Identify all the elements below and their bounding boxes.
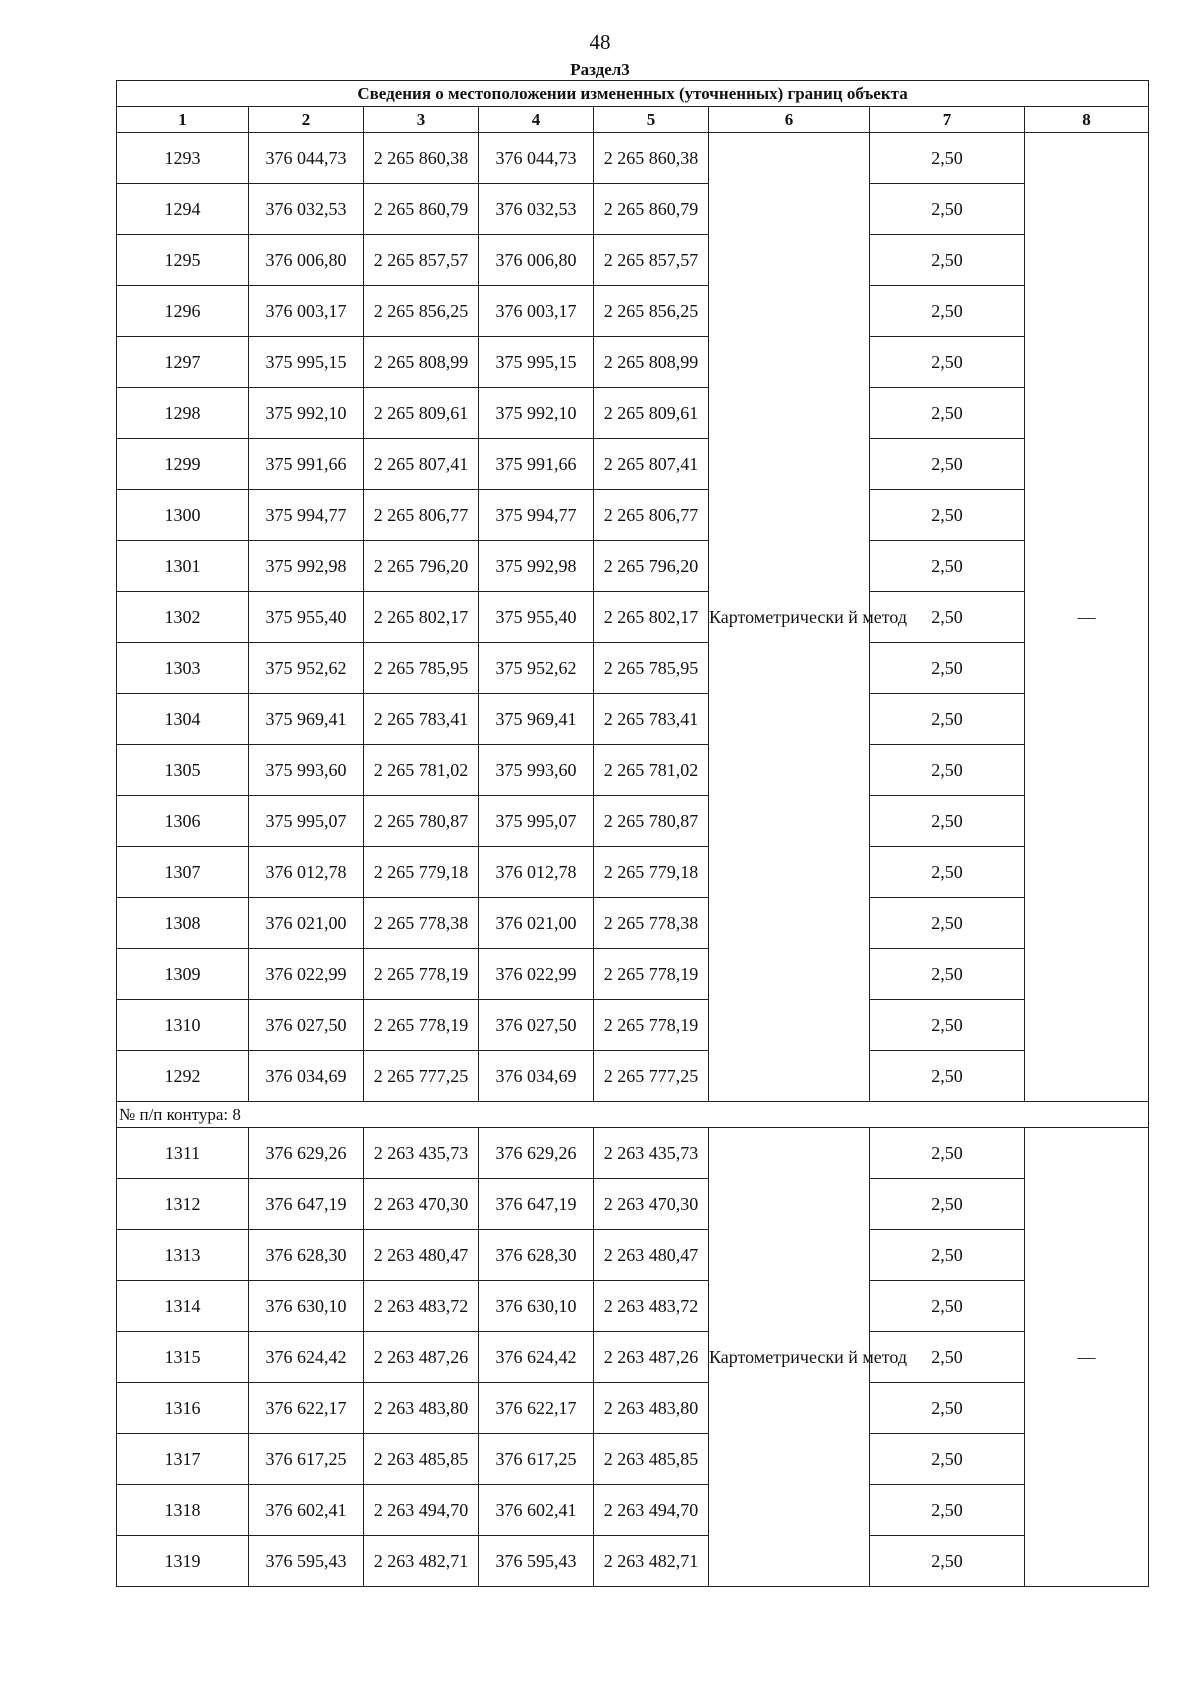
table-row bbox=[117, 337, 1149, 388]
x-existing-cell: 376 624,42 bbox=[249, 1332, 364, 1383]
point-number-cell: 1312 bbox=[117, 1179, 249, 1230]
x-existing-cell: 375 969,41 bbox=[249, 694, 364, 745]
y-existing-cell: 2 265 807,41 bbox=[364, 439, 479, 490]
column-number-row bbox=[117, 107, 1149, 133]
point-number-cell: 1308 bbox=[117, 898, 249, 949]
x-new-cell: 375 995,07 bbox=[479, 796, 594, 847]
x-new-cell: 376 617,25 bbox=[479, 1434, 594, 1485]
x-existing-cell: 376 044,73 bbox=[249, 133, 364, 184]
x-existing-cell: 376 630,10 bbox=[249, 1281, 364, 1332]
x-existing-cell: 375 955,40 bbox=[249, 592, 364, 643]
table-row bbox=[117, 490, 1149, 541]
y-new-cell: 2 263 487,26 bbox=[594, 1332, 709, 1383]
x-new-cell: 376 595,43 bbox=[479, 1536, 594, 1587]
y-existing-cell: 2 265 856,25 bbox=[364, 286, 479, 337]
y-new-cell: 2 265 860,79 bbox=[594, 184, 709, 235]
y-new-cell: 2 265 809,61 bbox=[594, 388, 709, 439]
y-new-cell: 2 263 483,80 bbox=[594, 1383, 709, 1434]
point-number-cell: 1292 bbox=[117, 1051, 249, 1102]
y-new-cell: 2 263 480,47 bbox=[594, 1230, 709, 1281]
accuracy-cell: 2,50 bbox=[870, 847, 1025, 898]
point-number-cell: 1309 bbox=[117, 949, 249, 1000]
y-existing-cell: 2 265 780,87 bbox=[364, 796, 479, 847]
x-new-cell: 375 991,66 bbox=[479, 439, 594, 490]
accuracy-cell: 2,50 bbox=[870, 133, 1025, 184]
y-new-cell: 2 265 780,87 bbox=[594, 796, 709, 847]
column-number: 3 bbox=[364, 107, 479, 133]
accuracy-cell: 2,50 bbox=[870, 286, 1025, 337]
x-new-cell: 376 629,26 bbox=[479, 1128, 594, 1179]
point-number-cell: 1295 bbox=[117, 235, 249, 286]
column-number: 6 bbox=[709, 107, 870, 133]
y-existing-cell: 2 265 808,99 bbox=[364, 337, 479, 388]
x-new-cell: 376 012,78 bbox=[479, 847, 594, 898]
x-existing-cell: 376 021,00 bbox=[249, 898, 364, 949]
x-existing-cell: 375 995,07 bbox=[249, 796, 364, 847]
y-existing-cell: 2 263 435,73 bbox=[364, 1128, 479, 1179]
x-existing-cell: 375 992,10 bbox=[249, 388, 364, 439]
y-existing-cell: 2 263 494,70 bbox=[364, 1485, 479, 1536]
table-caption: Сведения о местоположении измененных (уточненных) границ объекта bbox=[117, 81, 1149, 107]
y-existing-cell: 2 265 783,41 bbox=[364, 694, 479, 745]
point-number-cell: 1319 bbox=[117, 1536, 249, 1587]
table-row bbox=[117, 439, 1149, 490]
note-cell: — bbox=[1025, 1128, 1149, 1587]
accuracy-cell: 2,50 bbox=[870, 1128, 1025, 1179]
x-new-cell: 375 992,10 bbox=[479, 388, 594, 439]
y-existing-cell: 2 263 483,80 bbox=[364, 1383, 479, 1434]
page-number: 48 bbox=[589, 30, 611, 54]
table-row bbox=[117, 1332, 1149, 1383]
y-existing-cell: 2 265 778,38 bbox=[364, 898, 479, 949]
y-new-cell: 2 265 806,77 bbox=[594, 490, 709, 541]
point-number-cell: 1306 bbox=[117, 796, 249, 847]
point-number-cell: 1317 bbox=[117, 1434, 249, 1485]
x-new-cell: 376 027,50 bbox=[479, 1000, 594, 1051]
table-row bbox=[117, 745, 1149, 796]
table-row bbox=[117, 643, 1149, 694]
x-new-cell: 376 647,19 bbox=[479, 1179, 594, 1230]
table-row bbox=[117, 286, 1149, 337]
x-new-cell: 376 622,17 bbox=[479, 1383, 594, 1434]
point-number-cell: 1299 bbox=[117, 439, 249, 490]
table-row bbox=[117, 592, 1149, 643]
y-existing-cell: 2 263 483,72 bbox=[364, 1281, 479, 1332]
y-new-cell: 2 265 778,19 bbox=[594, 1000, 709, 1051]
accuracy-cell: 2,50 bbox=[870, 1281, 1025, 1332]
accuracy-cell: 2,50 bbox=[870, 439, 1025, 490]
accuracy-cell: 2,50 bbox=[870, 898, 1025, 949]
y-existing-cell: 2 265 802,17 bbox=[364, 592, 479, 643]
x-existing-cell: 376 629,26 bbox=[249, 1128, 364, 1179]
y-existing-cell: 2 263 480,47 bbox=[364, 1230, 479, 1281]
contour-row bbox=[117, 1102, 1149, 1128]
point-number-cell: 1297 bbox=[117, 337, 249, 388]
table-row bbox=[117, 1434, 1149, 1485]
y-new-cell: 2 265 781,02 bbox=[594, 745, 709, 796]
x-existing-cell: 376 617,25 bbox=[249, 1434, 364, 1485]
point-number-cell: 1301 bbox=[117, 541, 249, 592]
x-new-cell: 376 006,80 bbox=[479, 235, 594, 286]
point-number-cell: 1304 bbox=[117, 694, 249, 745]
y-new-cell: 2 265 856,25 bbox=[594, 286, 709, 337]
coordinates-table bbox=[116, 80, 1149, 1587]
y-existing-cell: 2 265 796,20 bbox=[364, 541, 479, 592]
column-number: 1 bbox=[117, 107, 249, 133]
y-existing-cell: 2 265 785,95 bbox=[364, 643, 479, 694]
x-new-cell: 376 624,42 bbox=[479, 1332, 594, 1383]
accuracy-cell: 2,50 bbox=[870, 1383, 1025, 1434]
column-number: 7 bbox=[870, 107, 1025, 133]
point-number-cell: 1318 bbox=[117, 1485, 249, 1536]
accuracy-cell: 2,50 bbox=[870, 490, 1025, 541]
accuracy-cell: 2,50 bbox=[870, 1434, 1025, 1485]
x-existing-cell: 376 595,43 bbox=[249, 1536, 364, 1587]
accuracy-cell: 2,50 bbox=[870, 337, 1025, 388]
point-number-cell: 1315 bbox=[117, 1332, 249, 1383]
x-existing-cell: 376 034,69 bbox=[249, 1051, 364, 1102]
x-new-cell: 376 628,30 bbox=[479, 1230, 594, 1281]
column-number: 8 bbox=[1025, 107, 1149, 133]
table-row bbox=[117, 388, 1149, 439]
table-row bbox=[117, 796, 1149, 847]
y-new-cell: 2 265 777,25 bbox=[594, 1051, 709, 1102]
y-existing-cell: 2 265 860,79 bbox=[364, 184, 479, 235]
contour-label: № п/п контура: 8 bbox=[117, 1102, 1149, 1128]
x-new-cell: 375 992,98 bbox=[479, 541, 594, 592]
x-new-cell: 376 021,00 bbox=[479, 898, 594, 949]
point-number-cell: 1305 bbox=[117, 745, 249, 796]
x-new-cell: 376 602,41 bbox=[479, 1485, 594, 1536]
x-existing-cell: 376 602,41 bbox=[249, 1485, 364, 1536]
x-existing-cell: 376 006,80 bbox=[249, 235, 364, 286]
column-number: 2 bbox=[249, 107, 364, 133]
x-new-cell: 375 995,15 bbox=[479, 337, 594, 388]
y-existing-cell: 2 263 470,30 bbox=[364, 1179, 479, 1230]
y-new-cell: 2 265 778,38 bbox=[594, 898, 709, 949]
table-row bbox=[117, 1281, 1149, 1332]
table-row bbox=[117, 847, 1149, 898]
y-new-cell: 2 265 860,38 bbox=[594, 133, 709, 184]
y-existing-cell: 2 263 487,26 bbox=[364, 1332, 479, 1383]
y-existing-cell: 2 265 860,38 bbox=[364, 133, 479, 184]
x-existing-cell: 376 027,50 bbox=[249, 1000, 364, 1051]
x-new-cell: 376 032,53 bbox=[479, 184, 594, 235]
table-row bbox=[117, 694, 1149, 745]
point-number-cell: 1300 bbox=[117, 490, 249, 541]
x-existing-cell: 375 992,98 bbox=[249, 541, 364, 592]
y-existing-cell: 2 263 482,71 bbox=[364, 1536, 479, 1587]
x-existing-cell: 376 628,30 bbox=[249, 1230, 364, 1281]
x-new-cell: 375 952,62 bbox=[479, 643, 594, 694]
point-number-cell: 1302 bbox=[117, 592, 249, 643]
x-new-cell: 375 955,40 bbox=[479, 592, 594, 643]
y-existing-cell: 2 265 781,02 bbox=[364, 745, 479, 796]
x-existing-cell: 375 991,66 bbox=[249, 439, 364, 490]
y-new-cell: 2 263 470,30 bbox=[594, 1179, 709, 1230]
accuracy-cell: 2,50 bbox=[870, 1000, 1025, 1051]
accuracy-cell: 2,50 bbox=[870, 184, 1025, 235]
x-existing-cell: 376 032,53 bbox=[249, 184, 364, 235]
y-existing-cell: 2 265 806,77 bbox=[364, 490, 479, 541]
y-new-cell: 2 265 796,20 bbox=[594, 541, 709, 592]
point-number-cell: 1303 bbox=[117, 643, 249, 694]
y-new-cell: 2 265 802,17 bbox=[594, 592, 709, 643]
accuracy-cell: 2,50 bbox=[870, 1485, 1025, 1536]
table-row bbox=[117, 235, 1149, 286]
x-existing-cell: 376 003,17 bbox=[249, 286, 364, 337]
x-new-cell: 376 044,73 bbox=[479, 133, 594, 184]
table-row bbox=[117, 1051, 1149, 1102]
y-new-cell: 2 265 779,18 bbox=[594, 847, 709, 898]
table-row bbox=[117, 1485, 1149, 1536]
accuracy-cell: 2,50 bbox=[870, 745, 1025, 796]
accuracy-cell: 2,50 bbox=[870, 235, 1025, 286]
accuracy-cell: 2,50 bbox=[870, 388, 1025, 439]
point-number-cell: 1311 bbox=[117, 1128, 249, 1179]
table-row bbox=[117, 541, 1149, 592]
point-number-cell: 1298 bbox=[117, 388, 249, 439]
method-cell: Картометрически й метод bbox=[709, 1128, 870, 1587]
x-existing-cell: 376 622,17 bbox=[249, 1383, 364, 1434]
table-row bbox=[117, 1383, 1149, 1434]
y-new-cell: 2 263 494,70 bbox=[594, 1485, 709, 1536]
accuracy-cell: 2,50 bbox=[870, 1230, 1025, 1281]
point-number-cell: 1314 bbox=[117, 1281, 249, 1332]
y-new-cell: 2 265 783,41 bbox=[594, 694, 709, 745]
point-number-cell: 1310 bbox=[117, 1000, 249, 1051]
accuracy-cell: 2,50 bbox=[870, 1179, 1025, 1230]
accuracy-cell: 2,50 bbox=[870, 1332, 1025, 1383]
x-existing-cell: 375 952,62 bbox=[249, 643, 364, 694]
x-existing-cell: 376 022,99 bbox=[249, 949, 364, 1000]
y-new-cell: 2 265 808,99 bbox=[594, 337, 709, 388]
point-number-cell: 1313 bbox=[117, 1230, 249, 1281]
y-new-cell: 2 263 482,71 bbox=[594, 1536, 709, 1587]
y-new-cell: 2 263 485,85 bbox=[594, 1434, 709, 1485]
table-row bbox=[117, 133, 1149, 184]
accuracy-cell: 2,50 bbox=[870, 694, 1025, 745]
x-existing-cell: 376 647,19 bbox=[249, 1179, 364, 1230]
x-existing-cell: 375 995,15 bbox=[249, 337, 364, 388]
column-number: 4 bbox=[479, 107, 594, 133]
point-number-cell: 1307 bbox=[117, 847, 249, 898]
table-row bbox=[117, 1179, 1149, 1230]
x-new-cell: 376 003,17 bbox=[479, 286, 594, 337]
table-row bbox=[117, 949, 1149, 1000]
table-row bbox=[117, 1000, 1149, 1051]
table-row bbox=[117, 1536, 1149, 1587]
x-existing-cell: 375 993,60 bbox=[249, 745, 364, 796]
accuracy-cell: 2,50 bbox=[870, 1536, 1025, 1587]
accuracy-cell: 2,50 bbox=[870, 1051, 1025, 1102]
y-new-cell: 2 265 857,57 bbox=[594, 235, 709, 286]
point-number-cell: 1293 bbox=[117, 133, 249, 184]
y-existing-cell: 2 265 779,18 bbox=[364, 847, 479, 898]
y-existing-cell: 2 265 778,19 bbox=[364, 949, 479, 1000]
x-new-cell: 376 034,69 bbox=[479, 1051, 594, 1102]
point-number-cell: 1316 bbox=[117, 1383, 249, 1434]
section-title: Раздел3 bbox=[570, 60, 630, 79]
x-existing-cell: 375 994,77 bbox=[249, 490, 364, 541]
x-existing-cell: 376 012,78 bbox=[249, 847, 364, 898]
y-existing-cell: 2 265 778,19 bbox=[364, 1000, 479, 1051]
y-existing-cell: 2 265 809,61 bbox=[364, 388, 479, 439]
accuracy-cell: 2,50 bbox=[870, 541, 1025, 592]
table-row bbox=[117, 1230, 1149, 1281]
x-new-cell: 375 969,41 bbox=[479, 694, 594, 745]
note-cell: — bbox=[1025, 133, 1149, 1102]
table-row bbox=[117, 898, 1149, 949]
y-new-cell: 2 263 483,72 bbox=[594, 1281, 709, 1332]
y-new-cell: 2 263 435,73 bbox=[594, 1128, 709, 1179]
table-body bbox=[117, 133, 1149, 1587]
y-new-cell: 2 265 785,95 bbox=[594, 643, 709, 694]
y-new-cell: 2 265 778,19 bbox=[594, 949, 709, 1000]
accuracy-cell: 2,50 bbox=[870, 643, 1025, 694]
table-row bbox=[117, 184, 1149, 235]
y-new-cell: 2 265 807,41 bbox=[594, 439, 709, 490]
point-number-cell: 1296 bbox=[117, 286, 249, 337]
y-existing-cell: 2 265 777,25 bbox=[364, 1051, 479, 1102]
x-new-cell: 375 993,60 bbox=[479, 745, 594, 796]
x-new-cell: 375 994,77 bbox=[479, 490, 594, 541]
accuracy-cell: 2,50 bbox=[870, 592, 1025, 643]
x-new-cell: 376 022,99 bbox=[479, 949, 594, 1000]
accuracy-cell: 2,50 bbox=[870, 796, 1025, 847]
x-new-cell: 376 630,10 bbox=[479, 1281, 594, 1332]
accuracy-cell: 2,50 bbox=[870, 949, 1025, 1000]
y-existing-cell: 2 265 857,57 bbox=[364, 235, 479, 286]
point-number-cell: 1294 bbox=[117, 184, 249, 235]
table-row bbox=[117, 1128, 1149, 1179]
method-cell: Картометрически й метод bbox=[709, 133, 870, 1102]
y-existing-cell: 2 263 485,85 bbox=[364, 1434, 479, 1485]
column-number: 5 bbox=[594, 107, 709, 133]
